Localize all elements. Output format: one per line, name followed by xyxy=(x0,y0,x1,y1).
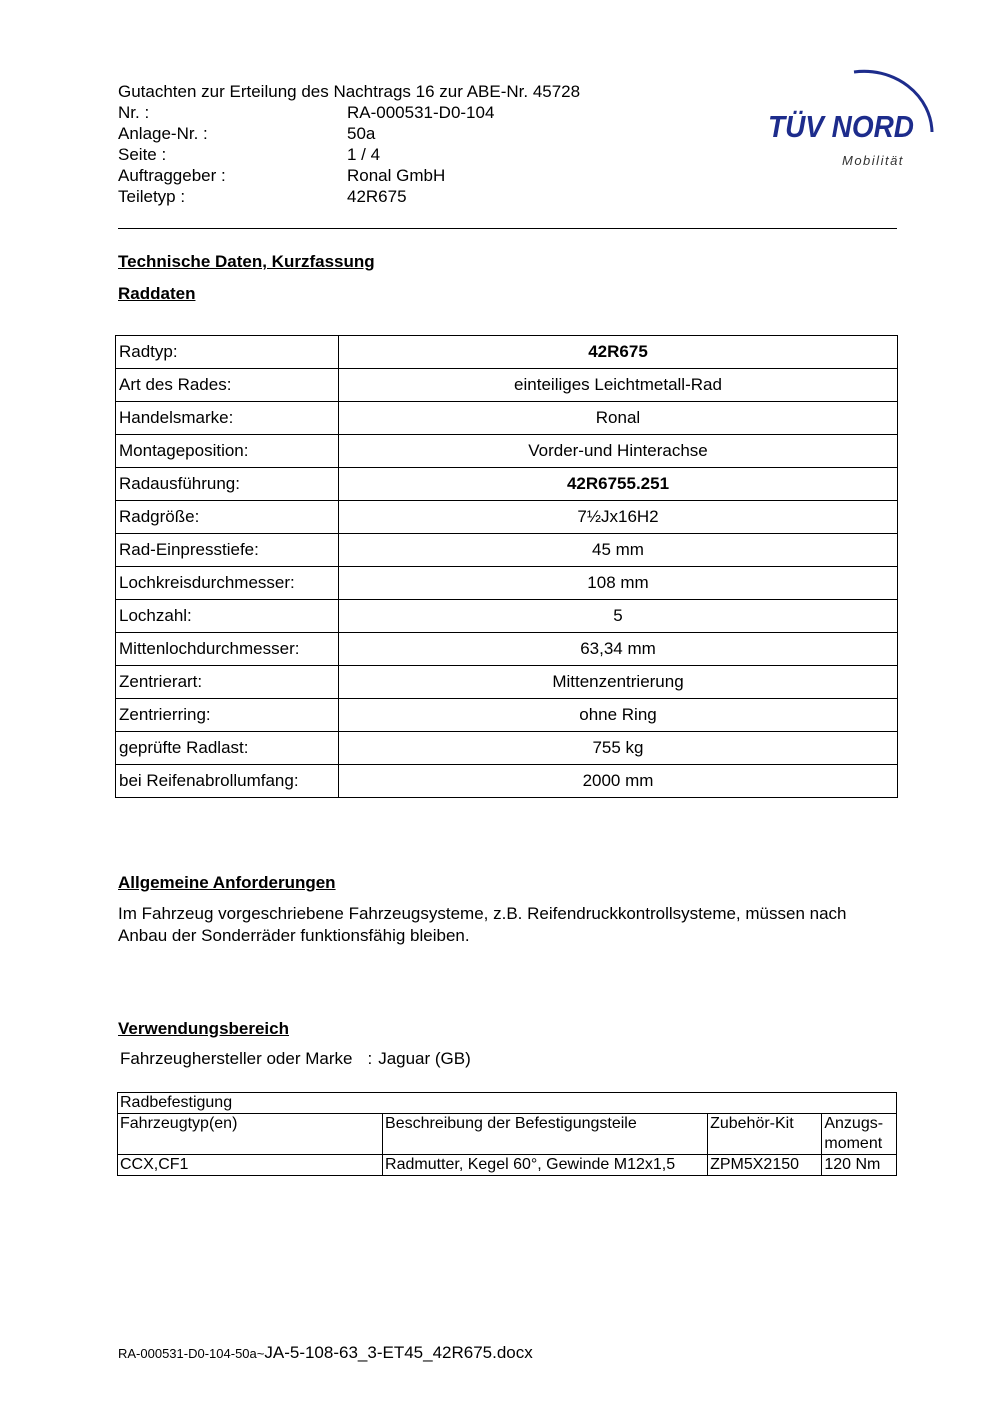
raddaten-value: 45 mm xyxy=(339,534,898,567)
raddaten-label: geprüfte Radlast: xyxy=(116,732,339,765)
raddaten-label: Handelsmarke: xyxy=(116,402,339,435)
radbefestigung-cell: CCX,CF1 xyxy=(118,1155,383,1176)
raddaten-row xyxy=(116,534,898,567)
raddaten-value: einteiliges Leichtmetall-Rad xyxy=(339,369,898,402)
radbefestigung-title: Radbefestigung xyxy=(118,1093,897,1114)
allgemeine-text: Im Fahrzeug vorgeschriebene Fahrzeugsysteme, z.B. Reifendruckkontrollsysteme, müssen nach Anbau der Sonderräder funktionsfähig bleiben. xyxy=(118,904,847,945)
raddaten-value: ohne Ring xyxy=(339,699,898,732)
header-value: 42R675 xyxy=(347,187,407,206)
marke-line xyxy=(120,1049,471,1069)
radbefestigung-header: Zubehör-Kit xyxy=(708,1114,822,1155)
raddaten-row xyxy=(116,732,898,765)
raddaten-row xyxy=(116,600,898,633)
raddaten-label: Radausführung: xyxy=(116,468,339,501)
header-row xyxy=(118,123,580,144)
raddaten-label: Lochkreisdurchmesser: xyxy=(116,567,339,600)
radbefestigung-cell: 120 Nm xyxy=(822,1155,897,1176)
header-value: RA-000531-D0-104 xyxy=(347,103,495,122)
heading-allgemeine-anforderungen: Allgemeine Anforderungen xyxy=(118,873,336,892)
document-header xyxy=(118,81,580,207)
raddaten-label: Radgröße: xyxy=(116,501,339,534)
radbefestigung-table xyxy=(117,1092,897,1176)
radbefestigung-cell: Radmutter, Kegel 60°, Gewinde M12x1,5 xyxy=(383,1155,708,1176)
header-row xyxy=(118,102,580,123)
header-value: Ronal GmbH xyxy=(347,166,446,185)
header-value: 50a xyxy=(347,124,376,143)
marke-value: Jaguar (GB) xyxy=(378,1049,471,1068)
tuev-nord-logo xyxy=(764,56,944,174)
heading-technische-daten: Technische Daten, Kurzfassung xyxy=(118,252,375,271)
footer-prefix: RA-000531-D0-104-50a~ xyxy=(118,1346,265,1361)
header-row xyxy=(118,165,580,186)
raddaten-row xyxy=(116,369,898,402)
header-value: 1 / 4 xyxy=(347,145,381,164)
raddaten-value: 63,34 mm xyxy=(339,633,898,666)
raddaten-table xyxy=(115,335,898,798)
raddaten-row xyxy=(116,435,898,468)
raddaten-row xyxy=(116,336,898,369)
raddaten-label: Zentrierart: xyxy=(116,666,339,699)
raddaten-value: Vorder-und Hinterachse xyxy=(339,435,898,468)
header-label: Anlage-Nr. : xyxy=(118,124,208,143)
raddaten-value: 108 mm xyxy=(339,567,898,600)
raddaten-row xyxy=(116,501,898,534)
raddaten-row xyxy=(116,468,898,501)
raddaten-row xyxy=(116,402,898,435)
raddaten-value: Ronal xyxy=(339,402,898,435)
raddaten-value: 5 xyxy=(339,600,898,633)
document-title: Gutachten zur Erteilung des Nachtrags 16 zur ABE-Nr. 45728 xyxy=(118,82,581,101)
raddaten-value: 42R6755.251 xyxy=(339,468,898,501)
raddaten-label: bei Reifenabrollumfang: xyxy=(116,765,339,798)
raddaten-label: Zentrierring: xyxy=(116,699,339,732)
radbefestigung-header: Anzugs-moment xyxy=(822,1114,897,1155)
heading-verwendungsbereich: Verwendungsbereich xyxy=(118,1019,289,1038)
logo-brand: TÜV NORD xyxy=(768,109,914,144)
raddaten-value: 755 kg xyxy=(339,732,898,765)
radbefestigung-header: Fahrzeugtyp(en) xyxy=(118,1114,383,1155)
header-divider xyxy=(118,228,897,229)
radbefestigung-row xyxy=(118,1155,897,1176)
marke-separator: : xyxy=(367,1049,373,1068)
raddaten-row xyxy=(116,699,898,732)
raddaten-row xyxy=(116,666,898,699)
raddaten-row xyxy=(116,567,898,600)
raddaten-label: Art des Rades: xyxy=(116,369,339,402)
heading-raddaten: Raddaten xyxy=(118,284,196,303)
footer xyxy=(118,1343,533,1363)
raddaten-label: Mittenlochdurchmesser: xyxy=(116,633,339,666)
raddaten-value: Mittenzentrierung xyxy=(339,666,898,699)
header-label: Seite : xyxy=(118,145,167,164)
radbefestigung-cell: ZPM5X2150 xyxy=(708,1155,822,1176)
logo-sub: Mobilität xyxy=(842,153,904,168)
raddaten-label: Lochzahl: xyxy=(116,600,339,633)
raddaten-row xyxy=(116,633,898,666)
header-label: Auftraggeber : xyxy=(118,166,226,185)
radbefestigung-header-row xyxy=(118,1114,897,1155)
footer-filename: JA-5-108-63_3-ET45_42R675.docx xyxy=(264,1343,533,1362)
marke-label: Fahrzeughersteller oder Marke xyxy=(120,1049,353,1068)
raddaten-label: Montageposition: xyxy=(116,435,339,468)
header-label: Teiletyp : xyxy=(118,187,186,206)
raddaten-label: Radtyp: xyxy=(116,336,339,369)
radbefestigung-header: Beschreibung der Befestigungsteile xyxy=(383,1114,708,1155)
raddaten-value: 7½Jx16H2 xyxy=(339,501,898,534)
header-row xyxy=(118,144,580,165)
header-label: Nr. : xyxy=(118,103,150,122)
header-row xyxy=(118,186,580,207)
raddaten-label: Rad-Einpresstiefe: xyxy=(116,534,339,567)
raddaten-value: 2000 mm xyxy=(339,765,898,798)
raddaten-row xyxy=(116,765,898,798)
raddaten-value: 42R675 xyxy=(339,336,898,369)
